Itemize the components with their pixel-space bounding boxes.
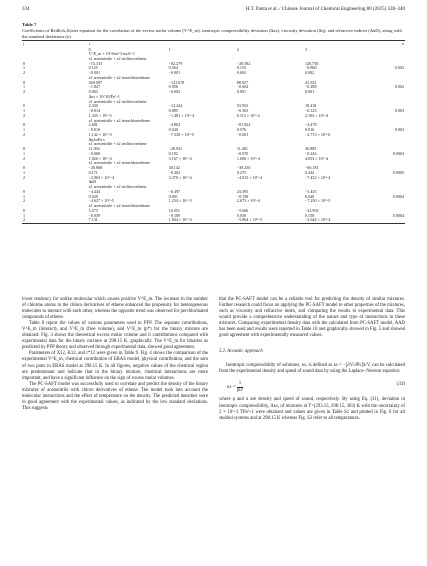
table-cell: −81.822 <box>236 122 251 128</box>
table-cell: −0.001 <box>168 70 181 75</box>
table-cell: −5.666 <box>236 207 249 213</box>
index-0: 0 <box>88 46 91 52</box>
table-cell: 2.673 × 10^-4 <box>236 198 260 204</box>
table-cell: 11.401 <box>236 146 248 151</box>
table-cell: 11.304 <box>88 146 100 151</box>
table-cell: −0.001 <box>88 70 101 75</box>
table-cell: 2.104 × 10^-4 <box>304 112 328 118</box>
table-cell: 2.681 <box>88 122 98 128</box>
table-bottom-rule <box>22 223 405 224</box>
table-cell: 0.001 <box>236 89 247 94</box>
table-cell: 0.171 <box>88 169 98 175</box>
table-cell: Δη/mPa·s <box>88 136 105 142</box>
table-cell: −4.862 <box>168 122 181 128</box>
table-cell: 0.0005 <box>392 169 404 175</box>
table-cell: 0 <box>23 60 26 66</box>
table-cell: −82.279 <box>168 60 183 66</box>
paragraph: Isentropic compressibility of solutions, κs, is defined as κs = −[∂V/∂Ps]S/V, can be calculated from the experimental density and speed of sound data by using the Laplace−Newton equation: <box>219 363 405 375</box>
header-sigma: σ <box>401 41 404 46</box>
table-cell: x1 acetonitrile + x2 trichloroethene <box>88 55 147 61</box>
table-cell: x1 acetonitrile + x2 tetrachloroethene <box>88 74 151 80</box>
table-cell: −4.627 × 10^-5 <box>88 198 114 204</box>
table-cell: −0.244 <box>304 150 317 156</box>
running-head: H.T. Panta et al. / Chinese Journal of Chemical Engineering 80 (2025) 328–340 <box>245 7 405 12</box>
table-cell: −1.847 <box>88 84 101 90</box>
table-cell: 0.576 <box>236 127 247 132</box>
table-cell: 0.040 <box>168 127 178 132</box>
table-cell: 5.573 <box>88 207 98 213</box>
table-cell: −7.452 × 10^-4 <box>304 174 331 180</box>
table-cell: −2.713 × 10^-6 <box>304 131 331 137</box>
table-cell: 2 <box>23 174 26 180</box>
table-cell: −2.644 × 10^-4 <box>304 217 331 223</box>
table-cell: 0.155 <box>236 65 247 71</box>
table-cell: 1 <box>23 150 26 156</box>
table-cell: 0.158 <box>304 212 315 218</box>
table-cell: −0.604 <box>236 84 249 90</box>
table-cell: 0.002 <box>236 70 247 75</box>
page-header <box>22 7 405 17</box>
table-cell: 18.418 <box>304 103 317 109</box>
table-cell: 41.552 <box>304 79 317 85</box>
table-cell: 53.952 <box>236 103 249 109</box>
table-cell: 4.053 × 10^-4 <box>304 155 328 161</box>
table-cell: −0.070 <box>236 150 249 156</box>
table-cell: −0.109 <box>168 212 181 218</box>
paragraph: Parameters of X12, K12, and r*12 were given in Table 9. Fig. 4 shows the comparison of the experimental V^E_m, chemical contribution of ERAS model, physical contribution, and the sum of two parts in ERAS model at 298.15 K. In all figures, negative values of the chemical region are predominant and indicate that in the binary mixture, chemical interactions are more important, and have a significant influence on the sign of excess molar volumes. <box>22 351 208 381</box>
table-cell: −5.864 × 10^-5 <box>236 217 263 223</box>
table-cell: x1 acetonitrile + x2 trichloroethene <box>88 98 147 104</box>
table-cell: 0.275 <box>236 169 247 175</box>
table-cell: 2.330 <box>88 103 98 109</box>
table-cell: −0.860 <box>304 65 317 71</box>
table-cell: 0.003 <box>394 108 404 113</box>
table-cell: 0.002 <box>394 65 404 71</box>
table-cell: −0.039 <box>88 212 101 218</box>
table-cell: 2 <box>23 155 26 161</box>
table-cell: −0.068 <box>88 150 101 156</box>
table-cell: x1 acetonitrile + x2 trichloroethene <box>88 184 147 189</box>
table-cell: −4.443 <box>88 188 101 194</box>
table-cell: 2 <box>23 112 26 118</box>
table-cell: 2 <box>23 217 26 223</box>
header-i: i <box>88 41 90 46</box>
table-cell: −0.363 <box>236 108 249 113</box>
table-cell: 23.395 <box>236 188 249 194</box>
table-cell: 1.844 × 10^-4 <box>168 217 192 223</box>
table-cell: 0.040 <box>304 193 315 199</box>
table-cell: 0.036 <box>236 212 247 218</box>
table-cell: −20.582 <box>236 60 251 66</box>
coefficients-table <box>22 40 405 224</box>
table-cell: 1.335 × 10^-5 <box>88 112 112 118</box>
table-cell: −0.158 <box>236 193 249 199</box>
table-cell: 0.0004 <box>392 150 404 156</box>
index-2: 2 <box>236 46 239 52</box>
equation-lhs: κs = <box>227 385 236 391</box>
right-text-column <box>219 297 405 422</box>
table-cell: −28.941 <box>168 146 183 151</box>
left-text-column <box>22 297 208 412</box>
table-cell: x1 acetonitrile + x2 tetrachloroethene <box>88 203 151 208</box>
table-cell: −26.868 <box>88 165 103 170</box>
equation-number: (33) <box>396 382 405 388</box>
table-cell: 0.192 <box>168 150 178 156</box>
paragraph: that the PC-SAFT model can be a reliable tool for predicting the density of similar mixtures. Further research could focus on applying the PC-SAFT model to other properties of the mixtures, such as viscosity and refractive index, and comparing the results to experimental data. This would provide a comprehensive understanding of the nature and type of interactions in these mixtures. Comparing experimental density data with the calculated from PC-SAFT model, AAD has been used and results were reported in Table 10 and graphically showed in Fig. 5 and showed good agreement with experimentally measured values. <box>219 297 405 339</box>
paragraph: The PC-SAFT model was successfully used to correlate and predict the density of the binary mixtures of acetonitrile with chloro derivatives of ethene. The model took into account the molecular interactions and the effect of temperature on the density. The predicted densities were in good agreement with the experimental values, as indicated by the low standard deviations. This suggests <box>22 381 208 411</box>
table-cell: −141.678 <box>168 79 185 85</box>
table-cell: −0.014 <box>88 108 101 113</box>
table-cell: 0.444 <box>304 169 315 175</box>
table-cell: −2.063 × 10^-4 <box>88 174 114 180</box>
equation-fraction <box>237 381 244 393</box>
table-cell: 0.125 <box>88 65 98 71</box>
paragraph: lower tendency for unlike molecular which causes positive V^E_m. The increase in the number of chlorine atoms in the chloro derivatives of ethene enhanced the propensity for heterogeneous molecules to interact with each other, whereas the opposite trend was observed for perchlorinated compounds of ethene. <box>22 297 208 321</box>
table-cell: 0.085 <box>168 108 178 113</box>
table-cell: 1.006 × 10^-4 <box>236 155 260 161</box>
table-cell: 0.001 <box>304 89 315 94</box>
table-cell: 1.026 × 10^-4 <box>88 155 112 161</box>
table-cell: 0.002 <box>394 84 404 90</box>
table-cell: 3.167 × 10^-4 <box>168 155 192 161</box>
table-cell: 2 <box>23 198 26 204</box>
table-caption-text: Coefficients of Redlich–Kister equation for the correlation of the excess molar volume (V^E_m), isentropic compressibility deviation (Δκs), viscosity deviation (Δη), and refractive indices (ΔnD), along with the standard deviations (σ) <box>22 27 402 39</box>
table-label: Table 7 <box>22 22 37 27</box>
table-cell: x1 acetonitrile + x2 trichloroethene <box>88 141 147 147</box>
table-cell: −39.236 <box>236 165 251 170</box>
equation-33 <box>219 379 405 393</box>
table-cell: 0 <box>23 165 26 170</box>
table-cell: 1 <box>23 169 26 175</box>
index-3: 3 <box>304 46 308 52</box>
table-cell: −7.250 × 10^-5 <box>304 198 331 204</box>
table-cell: 0 <box>23 146 26 151</box>
table-cell: −0.002 <box>168 89 181 94</box>
table-cell: 120.750 <box>304 60 319 66</box>
table-cell: −7.338 × 10^-5 <box>168 131 194 137</box>
table-cell: 0.0004 <box>392 212 404 218</box>
page-number: 334 <box>22 7 30 12</box>
table-cell: 0 <box>23 207 26 213</box>
table-cell: −66.181 <box>304 165 319 170</box>
table-cell: x1 acetonitrile + x2 tetrachloroethene <box>88 160 151 166</box>
table-cell: 0 <box>23 122 26 128</box>
table-cell: 88.927 <box>236 79 249 85</box>
table-cell: 1 <box>23 212 26 218</box>
table-cell: 0 <box>23 103 26 109</box>
table-cell: −12.244 <box>168 103 183 109</box>
section-title: 5.2. Acoustic approach <box>219 349 263 355</box>
table-cell: 16.051 <box>168 207 180 213</box>
table-cell: 1 <box>23 193 26 199</box>
table-cell: 7.131 <box>88 217 98 223</box>
table-cell: V^E_m × 10^6/m^3·mol^-1 <box>88 51 136 56</box>
paragraph: where ρ and u are density and speed of sound, respectively. By using Eq. (31), deviation in isentropic compressibility, Δκs, of mixtures at T=(293.15, 298.15, 303) K with the uncertainty of 2 × 10^-3 TPa^-1 were obtained and values are given in Table S1 and plotted in Fig. 6 for all studied systems and at 298.15 K whereas Fig. S2 refer to all temperatures. <box>219 397 405 421</box>
table-cell: 0.564 <box>168 65 178 71</box>
table-cell: 0.001 <box>168 193 178 199</box>
table-cell: 0 <box>23 79 26 85</box>
table-cell: 0.029 <box>88 193 98 199</box>
table-cell: 1 <box>23 127 26 132</box>
table-cell: −0.497 <box>168 188 181 194</box>
table-cell: −0.202 <box>168 169 181 175</box>
table-cell: −0.288 <box>304 84 317 90</box>
table-cell: 1.142 × 10^-5 <box>88 131 112 137</box>
paragraph: Table 8 report the values of various parameters used in PFP. The separate contributions, V^E_m (interact), and V^E_m (free volume), and V^E_m (p*) for the binary mixture are obtained. Fig. 3 shows the theoretical excess molar volume and it contributions compared with experimental data for the binary mixture at 298.15 K, graphically. The V^E_m for binaries as predicted by PFP theory and observed through experimental data, showed good agreement. <box>22 321 208 351</box>
table-cell: 30.142 <box>168 165 180 170</box>
table-cell: 6.115 × 10^-4 <box>236 112 260 118</box>
table-cell: −4.478 <box>304 122 317 128</box>
table-cell: −5.435 <box>304 188 317 194</box>
table-cell: −0.123 <box>304 108 317 113</box>
table-cell: ΔnD <box>88 179 97 185</box>
table-cell: 2 <box>23 131 26 137</box>
table-cell: 0.002 <box>304 70 315 75</box>
table-cell: 2 <box>23 70 26 75</box>
table-cell: x1 acetonitrile + x2 tetrachloroethene <box>88 117 151 123</box>
table-cell: Δκs × 10^10/Pa^-1 <box>88 93 120 99</box>
table-cell: 1.254 × 10^-5 <box>168 198 192 204</box>
header-j: j <box>23 41 25 46</box>
table-cell: 1 <box>23 84 26 90</box>
equation-numerator: 1 <box>238 381 242 387</box>
table-cell: 0 <box>23 188 26 194</box>
table-cell: 3.370 × 10^-4 <box>168 174 192 180</box>
table-cell: −0.001 <box>236 131 249 137</box>
table-cell: 36.885 <box>304 146 317 151</box>
table-cell: 0.956 <box>168 84 178 90</box>
table-cell: −0.016 <box>88 127 101 132</box>
table-cell: 269.097 <box>88 79 102 85</box>
table-cell: −15.333 <box>88 60 103 66</box>
table-cell: −23.903 <box>304 207 319 213</box>
index-1: 1 <box>168 46 171 52</box>
table-cell: −1.481 × 10^-4 <box>168 112 194 118</box>
equation-denominator: ρu² <box>236 387 244 393</box>
table-cell: 1 <box>23 108 26 113</box>
table-cell: −4.813 × 10^-4 <box>236 174 263 180</box>
table-cell: 0.0004 <box>392 193 404 199</box>
table-cell: 2 <box>23 89 26 94</box>
table-cell: 1 <box>23 65 26 71</box>
table-cell: 0.003 <box>88 89 98 94</box>
table-caption <box>22 22 405 39</box>
table-cell: 0.016 <box>304 127 315 132</box>
table-cell: 0.003 <box>394 127 404 132</box>
